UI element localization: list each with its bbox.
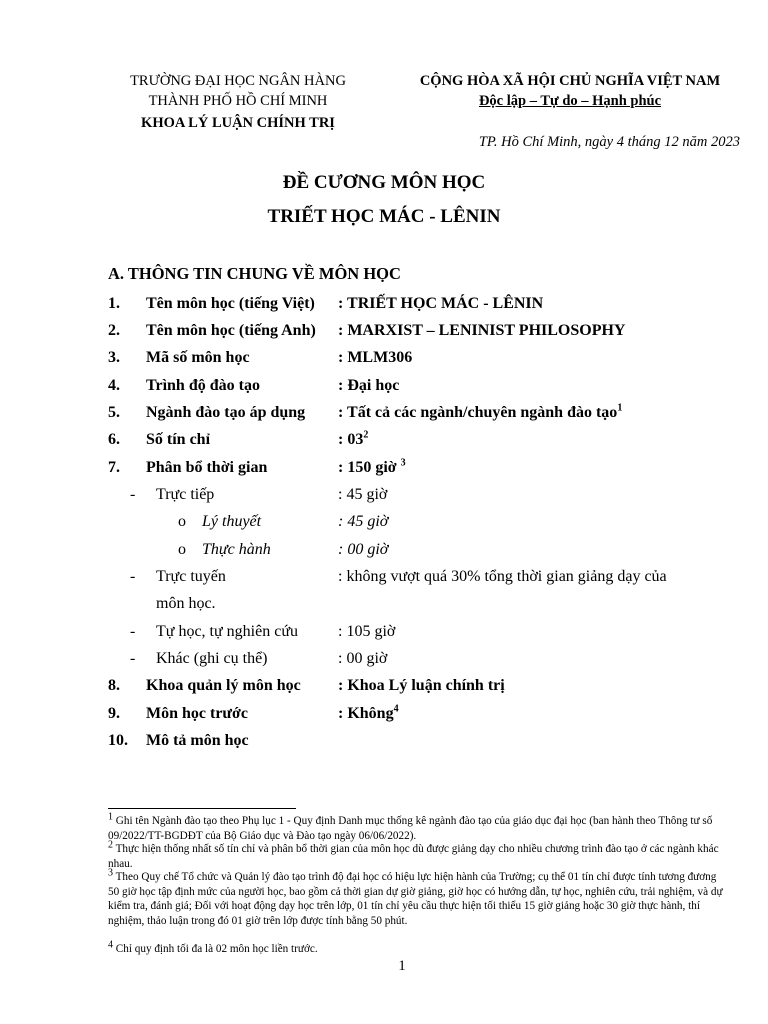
item-2-number: 2. [108, 322, 120, 339]
footnote-1 [108, 811, 728, 843]
item-1-label: Tên môn học (tiếng Việt) [146, 295, 315, 312]
footnote-ref-1[interactable]: 1 [617, 402, 623, 414]
item-5-value-text: : Tất cả các ngành/chuyên ngành đào tạo [338, 404, 618, 421]
item-8-value: : Khoa Lý luận chính trị [338, 677, 505, 694]
footnote-3-number: 3 [108, 867, 113, 879]
footnote-ref-3[interactable]: 3 [400, 457, 406, 469]
footnote-4 [108, 939, 728, 957]
practice-value: : 00 giờ [338, 541, 389, 558]
national-motto-line1: CỘNG HÒA XÃ HỘI CHỦ NGHĨA VIỆT NAM [419, 73, 721, 89]
item-4-value: : Đại học [338, 377, 400, 394]
theory-bullet: o [178, 513, 186, 530]
self-study-value: : 105 giờ [338, 623, 396, 640]
footnote-1-text: Ghi tên Ngành đào tạo theo Phụ lục 1 - Quy định Danh mục thống kê ngành đào tạo của giáo dục đại học (ban hành theo Thông tư số 09/2022/TT-BGDĐT của Bộ Giáo dục và Đào tạo ngày 06/06/2022). [108, 815, 713, 842]
direct-dash: - [130, 486, 136, 503]
other-value: : 00 giờ [338, 650, 388, 667]
item-4-number: 4. [108, 377, 120, 394]
item-5-value [338, 403, 622, 423]
other-label: Khác (ghi cụ thể) [156, 650, 268, 667]
faculty-name: KHOA LÝ LUẬN CHÍNH TRỊ [141, 115, 335, 131]
item-6-value [338, 430, 368, 450]
item-3-number: 3. [108, 349, 120, 366]
footnote-4-number: 4 [108, 939, 113, 951]
footnote-separator [108, 808, 296, 809]
footnote-3 [108, 867, 728, 928]
item-10-label: Mô tả môn học [146, 732, 249, 749]
item-9-value-text: : Không [338, 705, 394, 722]
item-7-number: 7. [108, 459, 120, 476]
item-5-number: 5. [108, 404, 120, 421]
online-value: : không vượt quá 30% tổng thời gian giảng dạy của [338, 568, 667, 585]
practice-bullet: o [178, 541, 186, 558]
item-2-label: Tên môn học (tiếng Anh) [146, 322, 316, 339]
footnote-2 [108, 839, 728, 871]
other-dash: - [130, 650, 136, 667]
direct-value: : 45 giờ [338, 486, 388, 503]
online-value-continuation: môn học. [156, 595, 216, 612]
item-3-label: Mã số môn học [146, 349, 250, 366]
item-2-value: : MARXIST – LENINIST PHILOSOPHY [338, 322, 626, 339]
item-8-number: 8. [108, 677, 120, 694]
footnote-1-number: 1 [108, 811, 113, 823]
theory-value: : 45 giờ [338, 513, 389, 530]
item-10-number: 10. [108, 732, 128, 749]
online-label: Trực tuyến [156, 568, 226, 585]
item-1-number: 1. [108, 295, 120, 312]
practice-label: Thực hành [202, 541, 271, 558]
theory-label: Lý thuyết [202, 513, 262, 530]
footnote-2-text: Thực hiện thống nhất số tín chỉ và phân bổ thời gian của môn học dù được giảng dạy cho nhiều chương trình đào tạo ở các ngành khác nhau. [108, 843, 719, 870]
item-7-value [338, 458, 406, 478]
item-3-value: : MLM306 [338, 349, 413, 366]
item-8-label: Khoa quản lý môn học [146, 677, 301, 694]
online-dash: - [130, 568, 136, 585]
document-date: TP. Hồ Chí Minh, ngày 4 tháng 12 năm 2023 [478, 134, 740, 150]
university-name-line1: TRƯỜNG ĐẠI HỌC NGÂN HÀNG [130, 73, 346, 89]
item-6-label: Số tín chỉ [146, 431, 211, 448]
item-6-number: 6. [108, 431, 120, 448]
item-5-label: Ngành đào tạo áp dụng [146, 404, 306, 421]
item-9-label: Môn học trước [146, 705, 248, 722]
footnote-4-text: Chỉ quy định tối đa là 02 môn học liền trước. [113, 943, 318, 955]
footnote-ref-4[interactable]: 4 [393, 703, 399, 715]
university-name-line2: THÀNH PHỐ HỒ CHÍ MINH [148, 93, 328, 109]
document-title-line2: TRIẾT HỌC MÁC - LÊNIN [267, 206, 501, 227]
item-9-number: 9. [108, 705, 120, 722]
document-title-line1: ĐỀ CƯƠNG MÔN HỌC [282, 172, 486, 193]
item-7-label: Phân bổ thời gian [146, 459, 268, 476]
self-study-dash: - [130, 623, 136, 640]
self-study-label: Tự học, tự nghiên cứu [156, 623, 298, 640]
direct-label: Trực tiếp [156, 486, 215, 503]
footnote-3-text: Theo Quy chế Tổ chức và Quản lý đào tạo trình độ đại học có hiệu lực hiện hành của Trường; cụ thể 01 tín chỉ được tính tương đương 50 giờ học tập định mức của người học, bao gồm cả thời gian dự giờ giảng, giờ học có hướng dẫn, tự học, nghiên cứu, trải nghiệm, và dự kiểm tra, đánh giá; Đối với hoạt động dạy học trên lớp, 01 tín chỉ yêu cầu thực hiện tối thiểu 15 giờ giảng hoặc 30 giờ thực hành, thí nghiệm, thảo luận trong đó 01 giờ trên lớp được tính bằng 50 phút. [108, 871, 723, 927]
section-a-heading: A. THÔNG TIN CHUNG VỀ MÔN HỌC [108, 264, 401, 283]
footnote-2-number: 2 [108, 839, 113, 851]
item-6-value-text: : 03 [338, 431, 364, 448]
footnote-ref-2[interactable]: 2 [363, 429, 369, 441]
item-7-value-text: : 150 giờ [338, 459, 401, 476]
national-motto-line2: Độc lập – Tự do – Hạnh phúc [478, 93, 662, 109]
item-9-value [338, 704, 399, 724]
page-number: 1 [398, 958, 406, 974]
item-4-label: Trình độ đào tạo [146, 377, 260, 394]
item-1-value: : TRIẾT HỌC MÁC - LÊNIN [338, 295, 544, 312]
